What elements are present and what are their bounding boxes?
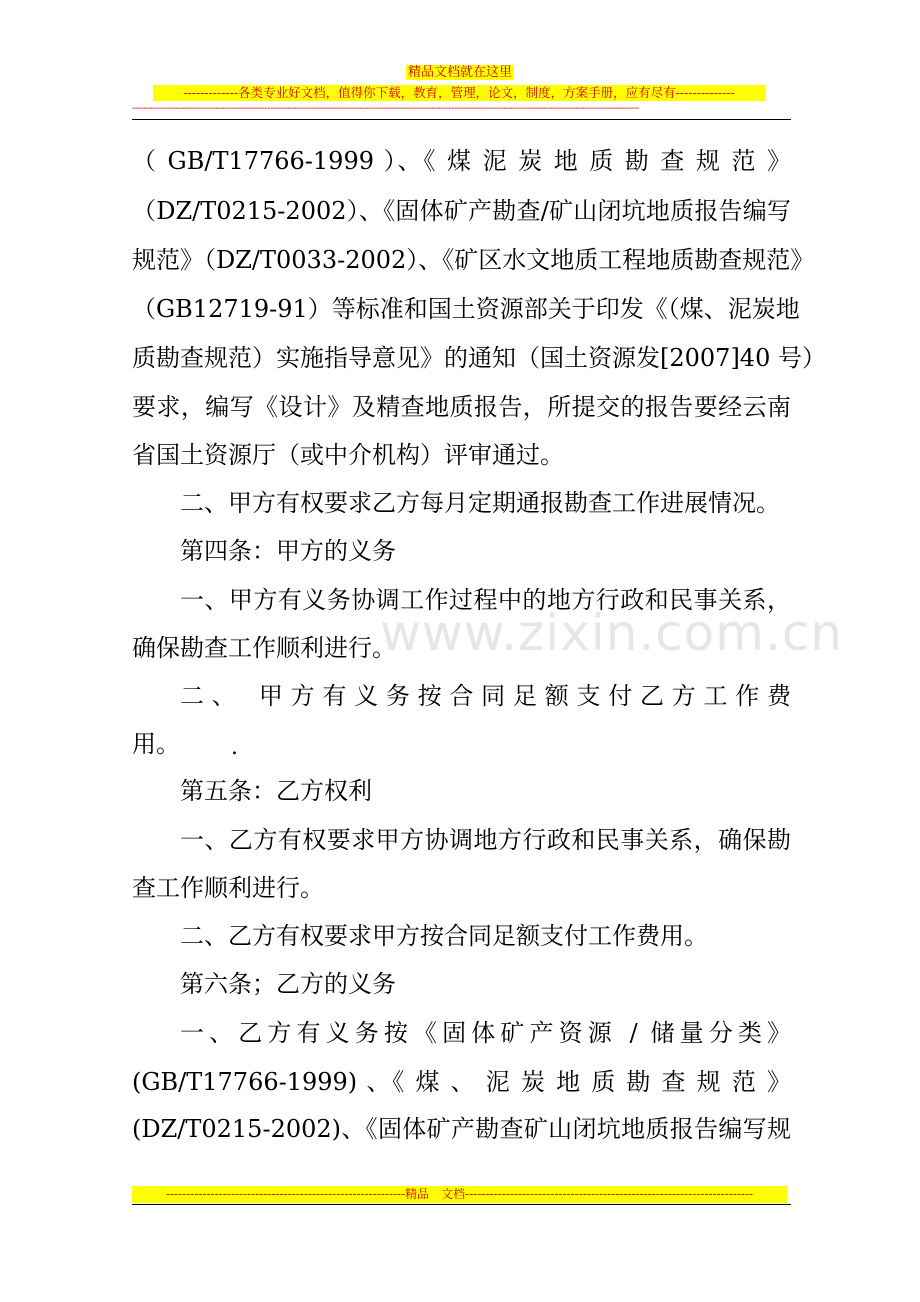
body-line: 查工作顺利进行。	[132, 874, 324, 902]
body-line: 一、乙方有义务按《固体矿产资源 / 储量分类》	[180, 1019, 791, 1047]
body-line: 确保勘查工作顺利进行。	[132, 634, 396, 662]
body-line: (GB/T17766-1999) 、《 煤 、 泥 炭 地 质 勘 查 规 范 》	[132, 1068, 791, 1096]
body-line: 要求，编写《设计》及精查地质报告，所提交的报告要经云南	[132, 393, 791, 421]
body-line: 规范》（DZ/T0033-2002）、《矿区水文地质工程地质勘查规范》	[132, 246, 815, 274]
footer-banner: -----------------------------------------------------------精品 文档-----------------------------------------------------------------------	[132, 1186, 787, 1203]
body-line: 二、甲方有权要求乙方每月定期通报勘查工作进展情况。	[180, 489, 780, 517]
header-banner: -------------各类专业好文档，值得你下载，教育，管理，论文，制度，方案手册，应有尽有--------------	[153, 85, 765, 101]
body-line: （DZ/T0215-2002）、《固体矿产勘查/矿山闭坑地质报告编写	[132, 197, 791, 225]
stray-dot: .	[231, 735, 238, 760]
body-line: 用。	[132, 730, 180, 758]
body-line: (DZ/T0215-2002)、《固体矿产勘查矿山闭坑地质报告编写规	[132, 1115, 791, 1143]
body-line: 一、甲方有义务协调工作过程中的地方行政和民事关系，	[180, 586, 791, 614]
watermark: www.zixin.com.cn	[380, 604, 844, 662]
header-rule	[132, 119, 791, 120]
section-heading: 第四条：甲方的义务	[180, 537, 396, 565]
body-line: 质勘查规范）实施指导意见》的通知（国土资源发[2007]40 号）	[132, 344, 826, 372]
header-dash-line: --------------------------------------------------------------------------------------------------------------------------------------------------------------------------------	[132, 103, 639, 114]
body-line: （GB12719-91）等标准和国土资源部关于印发《（煤、泥炭地	[132, 295, 800, 323]
body-line: 二、乙方有权要求甲方按合同足额支付工作费用。	[180, 922, 708, 950]
footer-rule	[132, 1204, 791, 1205]
header-title: 精品文档就在这里	[407, 65, 512, 80]
body-line: （ GB/T17766-1999 ）、《 煤 泥 炭 地 质 勘 查 规 范 》	[132, 147, 791, 175]
section-heading: 第五条：乙方权利	[180, 777, 372, 805]
body-line: 省国土资源厅（或中介机构）评审通过。	[132, 441, 564, 469]
body-line: 一、乙方有权要求甲方协调地方行政和民事关系，确保勘	[180, 826, 791, 854]
section-heading: 第六条；乙方的义务	[180, 970, 396, 998]
body-line: 二、 甲方有义务按合同足额支付乙方工作费	[180, 682, 791, 710]
